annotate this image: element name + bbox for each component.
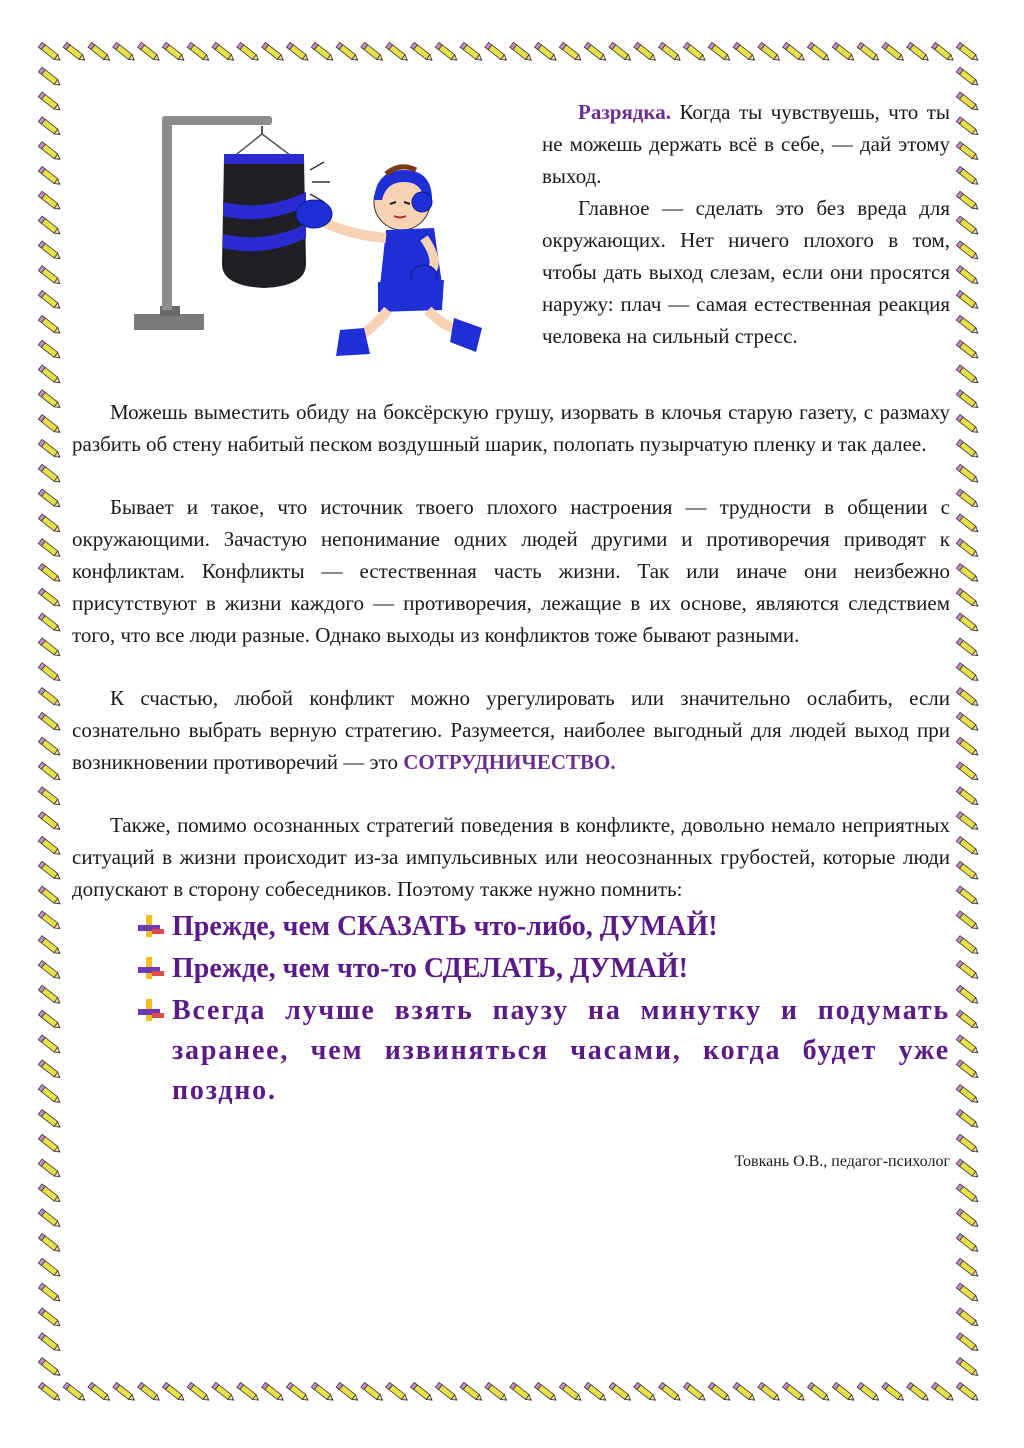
pencil-icon	[460, 1382, 483, 1402]
pencil-icon	[956, 166, 979, 186]
pencil-icon	[336, 1382, 359, 1402]
pencil-icon	[609, 42, 632, 62]
pencil-icon	[510, 1382, 533, 1402]
pencil-icon	[956, 315, 979, 335]
pencil-icon	[832, 42, 855, 62]
pencil-icon	[63, 42, 86, 62]
pencil-icon	[559, 1382, 582, 1402]
pencil-icon	[956, 489, 979, 509]
pencil-icon	[956, 1308, 979, 1328]
pencil-icon	[113, 1382, 136, 1402]
rule-item	[136, 907, 950, 947]
pencil-icon	[857, 42, 880, 62]
pencil-icon	[162, 42, 185, 62]
pencil-icon	[956, 539, 979, 559]
pencil-icon	[956, 936, 979, 956]
pencil-icon	[956, 1184, 979, 1204]
pencil-icon	[956, 588, 979, 608]
pencil-icon	[807, 42, 830, 62]
pencil-icon	[956, 92, 979, 112]
pencil-icon	[956, 241, 979, 261]
pencil-icon	[956, 737, 979, 757]
pencil-icon	[485, 42, 508, 62]
pencil-icon	[212, 1382, 235, 1402]
pencil-icon	[956, 1134, 979, 1154]
pencil-icon	[38, 166, 61, 186]
pencil-icon	[38, 241, 61, 261]
pencil-icon	[758, 1382, 781, 1402]
pencil-icon	[361, 42, 384, 62]
pencil-icon	[212, 42, 235, 62]
rule-item	[136, 991, 950, 1111]
pencil-icon	[956, 638, 979, 658]
pencil-icon	[410, 1382, 433, 1402]
pencil-icon	[956, 142, 979, 162]
stand-arm	[162, 116, 272, 125]
pencil-icon	[38, 787, 61, 807]
pencil-icon	[857, 1382, 880, 1402]
pencil-icon	[956, 1333, 979, 1353]
pencil-icon	[758, 42, 781, 62]
pencil-icon	[956, 663, 979, 683]
pencil-icon	[956, 1010, 979, 1030]
pencil-icon	[286, 1382, 309, 1402]
pencil-icon	[38, 514, 61, 534]
pencil-icon	[956, 415, 979, 435]
pencil-icon	[162, 1382, 185, 1402]
pencil-icon	[38, 489, 61, 509]
pencil-icon	[38, 117, 61, 137]
pencil-icon	[956, 886, 979, 906]
plus-bullet-icon	[136, 955, 166, 983]
boxer	[296, 167, 482, 356]
pencil-icon	[38, 812, 61, 832]
pencil-icon	[956, 1159, 979, 1179]
pencil-icon	[361, 1382, 384, 1402]
pencil-icon	[38, 1358, 61, 1378]
pencil-icon	[113, 42, 136, 62]
pencil-icon	[138, 1382, 161, 1402]
pencil-icon	[956, 985, 979, 1005]
pencil-icon	[783, 42, 806, 62]
pencil-icon	[535, 42, 558, 62]
pencil-icon	[708, 1382, 731, 1402]
pencil-icon	[38, 439, 61, 459]
pencil-icon	[956, 1085, 979, 1105]
pencil-icon	[485, 1382, 508, 1402]
pencil-icon	[956, 787, 979, 807]
pencil-icon	[956, 365, 979, 385]
intro-paragraph-1	[542, 96, 950, 192]
pencil-icon	[38, 737, 61, 757]
pencil-icon	[683, 1382, 706, 1402]
signature: Товкань О.В., педагог-психолог	[734, 1153, 950, 1170]
pencil-icon	[38, 1184, 61, 1204]
pencil-icon	[38, 266, 61, 286]
pencil-icon	[956, 1209, 979, 1229]
pencil-icon	[733, 42, 756, 62]
pencil-icon	[956, 439, 979, 459]
pencil-icon	[956, 340, 979, 360]
content	[72, 96, 950, 1171]
pencil-icon	[311, 42, 334, 62]
pencil-icon	[410, 42, 433, 62]
pencil-icon	[956, 42, 979, 62]
paragraph-4: Также, помимо осознанных стратегий поведения в конфликте, довольно немало неприятных ситуаций в жизни происходит из-за импульсивных или неосознанных грубостей, которые люди допускают в сторону собеседников. Поэтому также нужно помнить:	[72, 813, 950, 901]
pencil-icon	[38, 762, 61, 782]
pencil-icon	[38, 1134, 61, 1154]
pencil-icon	[38, 216, 61, 236]
pencil-icon	[956, 613, 979, 633]
pencil-icon	[956, 712, 979, 732]
pencil-icon	[932, 1382, 955, 1402]
pencil-icon	[38, 638, 61, 658]
pencil-icon	[956, 961, 979, 981]
pencil-icon	[38, 315, 61, 335]
pencil-icon	[38, 712, 61, 732]
paragraph-1: Можешь выместить обиду на боксёрскую грушу, изорвать в клочья старую газету, с размаху разбить об стену набитый песком воздушный шарик, полопать пузырчатую пленку и так далее.	[72, 400, 950, 456]
pencil-icon	[956, 1382, 979, 1402]
pencil-icon	[956, 266, 979, 286]
pencil-icon	[956, 390, 979, 410]
pencil-icon	[956, 464, 979, 484]
pencil-icon	[38, 836, 61, 856]
pencil-icon	[38, 1010, 61, 1030]
pencil-icon	[38, 564, 61, 584]
pencil-icon	[733, 1382, 756, 1402]
pencil-icon	[956, 812, 979, 832]
pencil-icon	[832, 1382, 855, 1402]
pencil-icon	[38, 415, 61, 435]
pencil-icon	[38, 911, 61, 931]
stand-pole	[162, 118, 172, 310]
pencil-icon	[956, 191, 979, 211]
pencil-icon	[38, 936, 61, 956]
pencil-icon	[38, 588, 61, 608]
pencil-icon	[386, 1382, 409, 1402]
pencil-icon	[38, 961, 61, 981]
pencil-icon	[956, 911, 979, 931]
pencil-icon	[535, 1382, 558, 1402]
pencil-icon	[38, 365, 61, 385]
pencil-icon	[38, 1159, 61, 1179]
pencil-icon	[38, 191, 61, 211]
pencil-icon	[634, 42, 657, 62]
pencil-icon	[262, 1382, 285, 1402]
pencil-icon	[286, 42, 309, 62]
pencil-icon	[38, 291, 61, 311]
pencil-icon	[38, 1333, 61, 1353]
paragraph-3-text: К счастью, любой конфликт можно урегулировать или значительно ослабить, если сознательно выбрать верную стратегию. Разумеется, наиболее выгодный для людей выход при возникновении противоречий — это	[72, 686, 950, 774]
pencil-icon	[435, 1382, 458, 1402]
pencil-icon	[683, 42, 706, 62]
pencil-icon	[38, 1209, 61, 1229]
pencil-icon	[336, 42, 359, 62]
pencil-icon	[956, 836, 979, 856]
pencil-icon	[634, 1382, 657, 1402]
pencil-icon	[956, 1234, 979, 1254]
plus-bullet-icon	[136, 997, 166, 1025]
pencil-icon	[237, 42, 260, 62]
pencil-icon	[956, 688, 979, 708]
plus-bullet-icon	[136, 913, 166, 941]
pencil-icon	[907, 42, 930, 62]
top-section	[72, 96, 950, 396]
pencil-icon	[88, 1382, 111, 1402]
pencil-icon	[956, 762, 979, 782]
intro-lead: Разрядка.	[578, 100, 671, 124]
pencil-icon	[956, 291, 979, 311]
pencil-icon	[882, 1382, 905, 1402]
pencil-icon	[386, 42, 409, 62]
pencil-icon	[63, 1382, 86, 1402]
pencil-icon	[584, 1382, 607, 1402]
pencil-icon	[38, 1283, 61, 1303]
pencil-icon	[609, 1382, 632, 1402]
pencil-icon	[956, 67, 979, 87]
pencil-icon	[38, 1258, 61, 1278]
pencil-icon	[708, 42, 731, 62]
pencil-icon	[38, 1060, 61, 1080]
pencil-icon	[907, 1382, 930, 1402]
pencil-icon	[237, 1382, 260, 1402]
pencil-icon	[38, 67, 61, 87]
paragraph-3	[72, 682, 950, 778]
pencil-icon	[659, 1382, 682, 1402]
pencil-icon	[882, 42, 905, 62]
pencil-icon	[38, 142, 61, 162]
pencil-icon	[38, 1382, 61, 1402]
pencil-icon	[38, 1234, 61, 1254]
pencil-icon	[38, 1085, 61, 1105]
rule-text: Всегда лучше взять паузу на минутку и подумать заранее, чем извиняться часами, когда будет уже поздно.	[172, 995, 950, 1106]
pencil-icon	[38, 464, 61, 484]
pencil-icon	[88, 42, 111, 62]
pencil-icon	[38, 42, 61, 62]
pencil-icon	[38, 688, 61, 708]
pencil-icon	[38, 390, 61, 410]
pencil-icon	[783, 1382, 806, 1402]
pencil-icon	[956, 514, 979, 534]
pencil-icon	[956, 1358, 979, 1378]
pencil-icon	[807, 1382, 830, 1402]
pencil-icon	[38, 985, 61, 1005]
pencil-icon	[956, 1283, 979, 1303]
pencil-icon	[956, 564, 979, 584]
pencil-icon	[932, 42, 955, 62]
pencil-icon	[262, 42, 285, 62]
pencil-icon	[38, 1109, 61, 1129]
pencil-icon	[956, 1060, 979, 1080]
rule-item	[136, 949, 950, 989]
pencil-icon	[659, 42, 682, 62]
pencil-icon	[956, 117, 979, 137]
pencil-icon	[311, 1382, 334, 1402]
rule-text: Прежде, чем СКАЗАТЬ что-либо, ДУМАЙ!	[172, 911, 718, 942]
intro-paragraph-2: Главное — сделать это без вреда для окружающих. Нет ничего плохого в том, чтобы дать выход слезам, если они просятся наружу: плач — самая естественная реакция человека на сильный стресс.	[542, 196, 950, 348]
intro-text	[542, 96, 950, 352]
pencil-icon	[435, 42, 458, 62]
pencil-icon	[187, 42, 210, 62]
pencil-icon	[956, 216, 979, 236]
punching-bag	[222, 154, 306, 288]
pencil-icon	[38, 539, 61, 559]
paragraph-3-accent: СОТРУДНИЧЕСТВО.	[403, 750, 616, 774]
stand-base	[134, 314, 204, 330]
pencil-icon	[38, 340, 61, 360]
pencil-icon	[38, 861, 61, 881]
pencil-icon	[38, 92, 61, 112]
pencil-icon	[38, 613, 61, 633]
pencil-icon	[187, 1382, 210, 1402]
rule-text: Прежде, чем что-то СДЕЛАТЬ, ДУМАЙ!	[172, 953, 688, 984]
paragraph-2: Бывает и такое, что источник твоего плохого настроения — трудности в общении с окружающими. Зачастую непонимание одних людей другими и противоречия приводят к конфликтам. Конфликты — естественная часть жизни. Так или иначе они неизбежно присутствуют в жизни каждого — противоречия, лежащие в их основе, являются следствием того, что все люди разные. Однако выходы из конфликтов тоже бывают разными.	[72, 495, 950, 647]
pencil-icon	[956, 861, 979, 881]
pencil-icon	[138, 42, 161, 62]
intro-line-1: Когда ты чувствуешь, что ты не можешь держать всё в себе, — дай этому выход.	[542, 100, 951, 188]
pencil-icon	[460, 42, 483, 62]
rules-list	[72, 907, 950, 1111]
pencil-icon	[510, 42, 533, 62]
pencil-icon	[956, 1258, 979, 1278]
pencil-icon	[956, 1109, 979, 1129]
pencil-icon	[559, 42, 582, 62]
pencil-icon	[38, 1308, 61, 1328]
pencil-icon	[38, 663, 61, 683]
pencil-icon	[38, 886, 61, 906]
pencil-icon	[956, 1035, 979, 1055]
pencil-icon	[584, 42, 607, 62]
boxer-illustration	[124, 104, 494, 364]
pencil-icon	[38, 1035, 61, 1055]
